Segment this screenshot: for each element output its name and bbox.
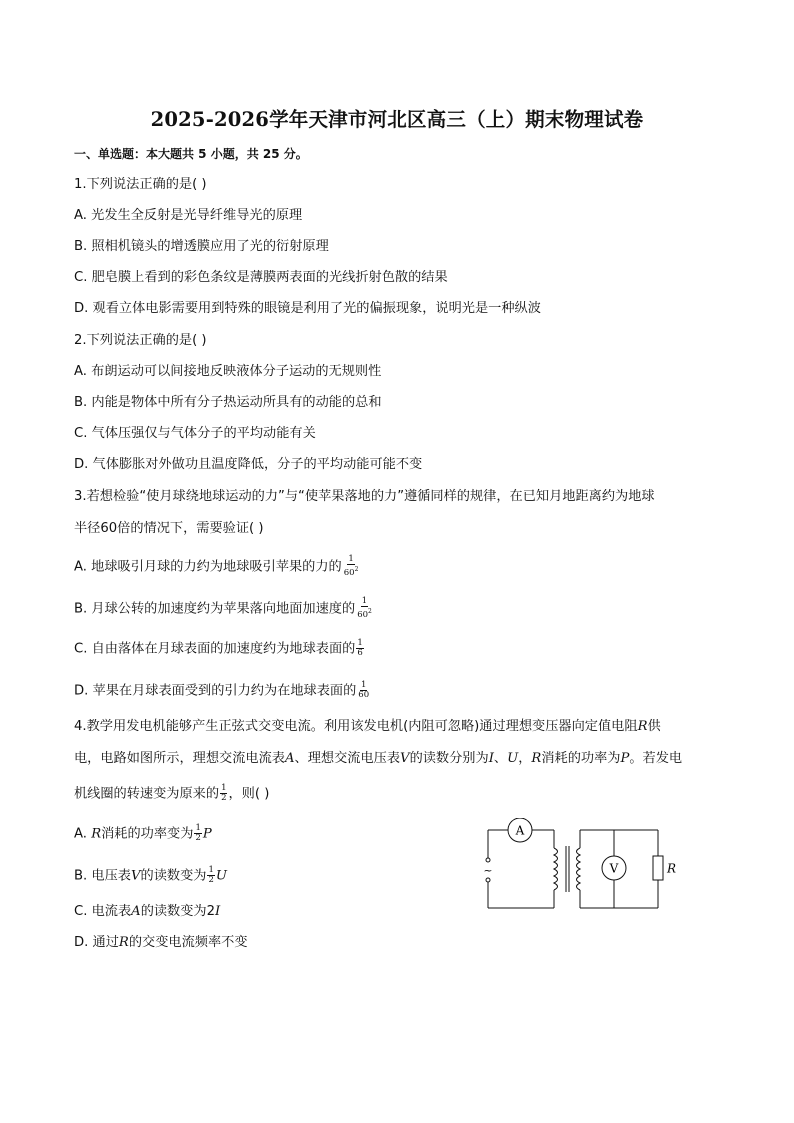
- q3-option-d: [74, 681, 371, 701]
- q2-option-a: A. 布朗运动可以间接地反映液体分子运动的无规则性: [74, 364, 382, 379]
- fraction: $\frac{1}{60^2}$: [343, 554, 359, 578]
- fraction: $\frac{1}{2}$: [195, 823, 201, 843]
- q4-option-d: D. 通过R的交变电流频率不变: [74, 935, 248, 950]
- section-heading: 一、单选题：本大题共 5 小题，共 25 分。: [74, 147, 308, 161]
- q4-option-a: A. R消耗的功率变为 $\frac{1}{2}$ P: [74, 823, 212, 843]
- q1-stem: 1.下列说法正确的是( ): [74, 177, 207, 192]
- voltmeter-label: V: [609, 861, 619, 876]
- q3-stem-line1: 3.若想检验“使月球绕地球运动的力”与“使苹果落地的力”遵循同样的规律，在已知月地距离约为地球: [74, 489, 655, 504]
- q3-stem-line2: 半径60倍的情况下，需要验证( ): [74, 521, 264, 536]
- fraction: $\frac{1}{60}$: [358, 680, 370, 700]
- q1-option-b: B. 照相机镜头的增透膜应用了光的衍射原理: [74, 239, 329, 254]
- fraction: $\frac{1}{6}$: [357, 638, 363, 658]
- fraction: $\frac{1}{2}$: [208, 865, 214, 885]
- q4-option-b: B. 电压表V的读数变为 $\frac{1}{2}$ U: [74, 865, 228, 885]
- q3-option-d-text: D. 苹果在月球表面受到的引力约为在地球表面的: [74, 683, 357, 699]
- q4-stem-line1: 4.教学用发电机能够产生正弦式交变电流。利用该发电机(内阻可忽略)通过理想变压器向定值电阻R供: [74, 719, 661, 734]
- q3-option-a: [74, 555, 360, 578]
- q2-option-b: B. 内能是物体中所有分子热运动所具有的动能的总和: [74, 395, 382, 410]
- q2-option-c: C. 气体压强仅与气体分子的平均动能有关: [74, 426, 316, 441]
- page-title: 2025-2026学年天津市河北区高三（上）期末物理试卷: [150, 108, 644, 131]
- q3-option-a-text: A. 地球吸引月球的力约为地球吸引苹果的力的: [74, 559, 342, 575]
- q2-stem: 2.下列说法正确的是( ): [74, 333, 207, 348]
- fraction: $\frac{1}{60^2}$: [357, 596, 372, 620]
- q1-option-a: A. 光发生全反射是光导纤维导光的原理: [74, 208, 303, 223]
- circuit-diagram: [478, 818, 688, 914]
- ammeter-label: A: [515, 823, 525, 838]
- q1-option-d: D. 观看立体电影需要用到特殊的眼镜是利用了光的偏振现象，说明光是一种纵波: [74, 301, 541, 316]
- q3-option-b: [74, 597, 374, 620]
- q4-stem-line3: 机线圈的转速变为原来的 $\frac{1}{2}$ ，则( ): [74, 783, 270, 803]
- resistor-label: R: [667, 861, 677, 876]
- q3-option-c: [74, 639, 365, 659]
- q3-option-c-text: C. 自由落体在月球表面的加速度约为地球表面的: [74, 641, 356, 657]
- q1-option-c: C. 肥皂膜上看到的彩色条纹是薄膜两表面的光线折射色散的结果: [74, 270, 448, 285]
- source-symbol: ~: [483, 864, 493, 877]
- q3-option-b-text: B. 月球公转的加速度约为苹果落向地面加速度的: [74, 601, 356, 617]
- q2-option-d: D. 气体膨胀对外做功且温度降低，分子的平均动能可能不变: [74, 457, 423, 472]
- fraction: $\frac{1}{2}$: [221, 783, 227, 803]
- q4-stem-line2: 电，电路如图所示，理想交流电流表A、理想交流电压表V的读数分别为I、U，R消耗的功率为P。若发电: [74, 751, 683, 766]
- q4-option-c: C. 电流表A的读数变为2I: [74, 904, 221, 919]
